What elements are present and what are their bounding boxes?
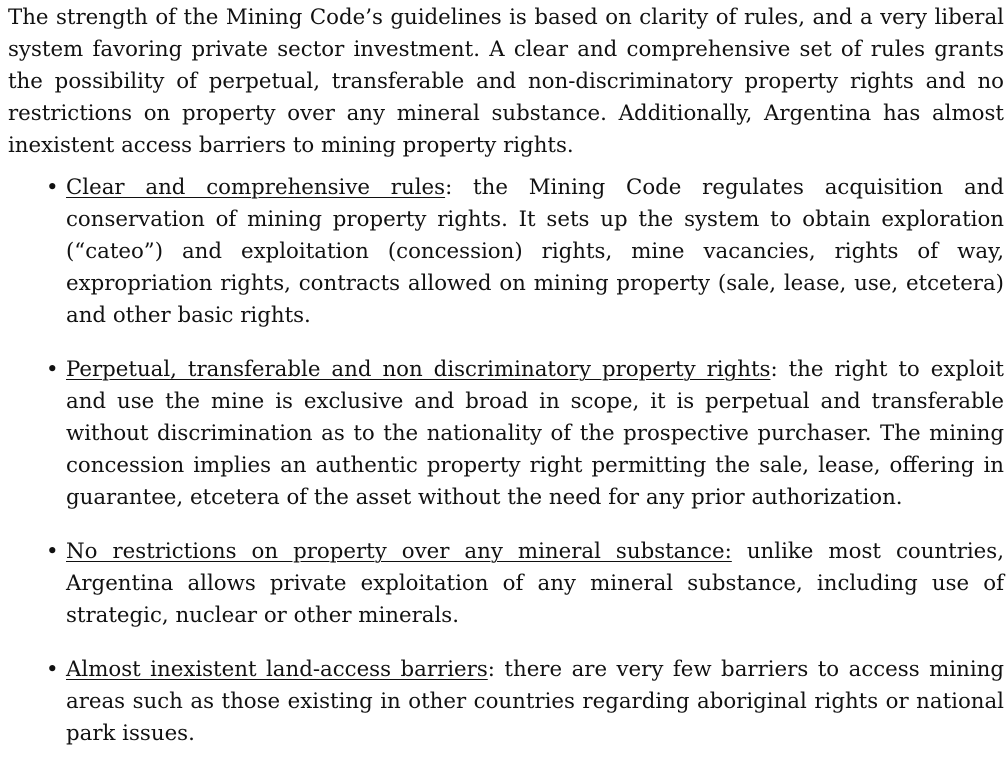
bullet-separator: : xyxy=(770,357,778,382)
bullet-item-no-restrictions xyxy=(8,536,1004,632)
bullet-heading: No restrictions on property over any mineral substance: xyxy=(66,539,732,564)
bullet-dot-icon: • xyxy=(46,357,59,382)
bullet-separator: : xyxy=(487,657,495,682)
bullet-heading: Almost inexistent land-access barriers xyxy=(66,657,488,682)
bullet-dot-icon: • xyxy=(46,657,59,682)
bullet-heading: Clear and comprehensive rules xyxy=(66,175,446,200)
bullet-item-land-access xyxy=(8,654,1004,750)
bullet-item-perpetual-rights xyxy=(8,354,1004,514)
bullet-dot-icon: • xyxy=(46,175,59,200)
bullet-text: the right to exploit and use the mine is exclusive and broad in scope, it is perpetual and transferable without discrimination as to the nationality of the prospective purchaser. The mining concession implies an authentic property right permitting the sale, lease, offering in guarantee, etcetera of the asset without the need for any prior authorization. xyxy=(66,357,1004,510)
bullet-text: unlike most countries, Argentina allows private exploitation of any mineral substance, including use of strategic, nuclear or other minerals. xyxy=(66,539,1004,628)
intro-paragraph: The strength of the Mining Code’s guidelines is based on clarity of rules, and a very liberal system favoring private sector investment. A clear and comprehensive set of rules grants the possibility of perpetual, transferable and non-discriminatory property rights and no restrictions on property over any mineral substance. Additionally, Argentina has almost inexistent access barriers to mining property rights. xyxy=(8,5,1004,158)
bullet-dot-icon: • xyxy=(46,539,59,564)
bullet-list xyxy=(8,172,1004,750)
bullet-item-clear-rules xyxy=(8,172,1004,332)
bullet-text: there are very few barriers to access mining areas such as those existing in other countries regarding aboriginal rights or national park issues. xyxy=(66,657,1004,746)
bullet-separator: : xyxy=(445,175,453,200)
bullet-text: the Mining Code regulates acquisition and conservation of mining property rights. It sets up the system to obtain exploration (“cateo”) and exploitation (concession) rights, mine vacancies, rights of way, expropriation rights, contracts allowed on mining property (sale, lease, use, etcetera) and other basic rights. xyxy=(66,175,1004,328)
bullet-heading: Perpetual, transferable and non discriminatory property rights xyxy=(66,357,771,382)
